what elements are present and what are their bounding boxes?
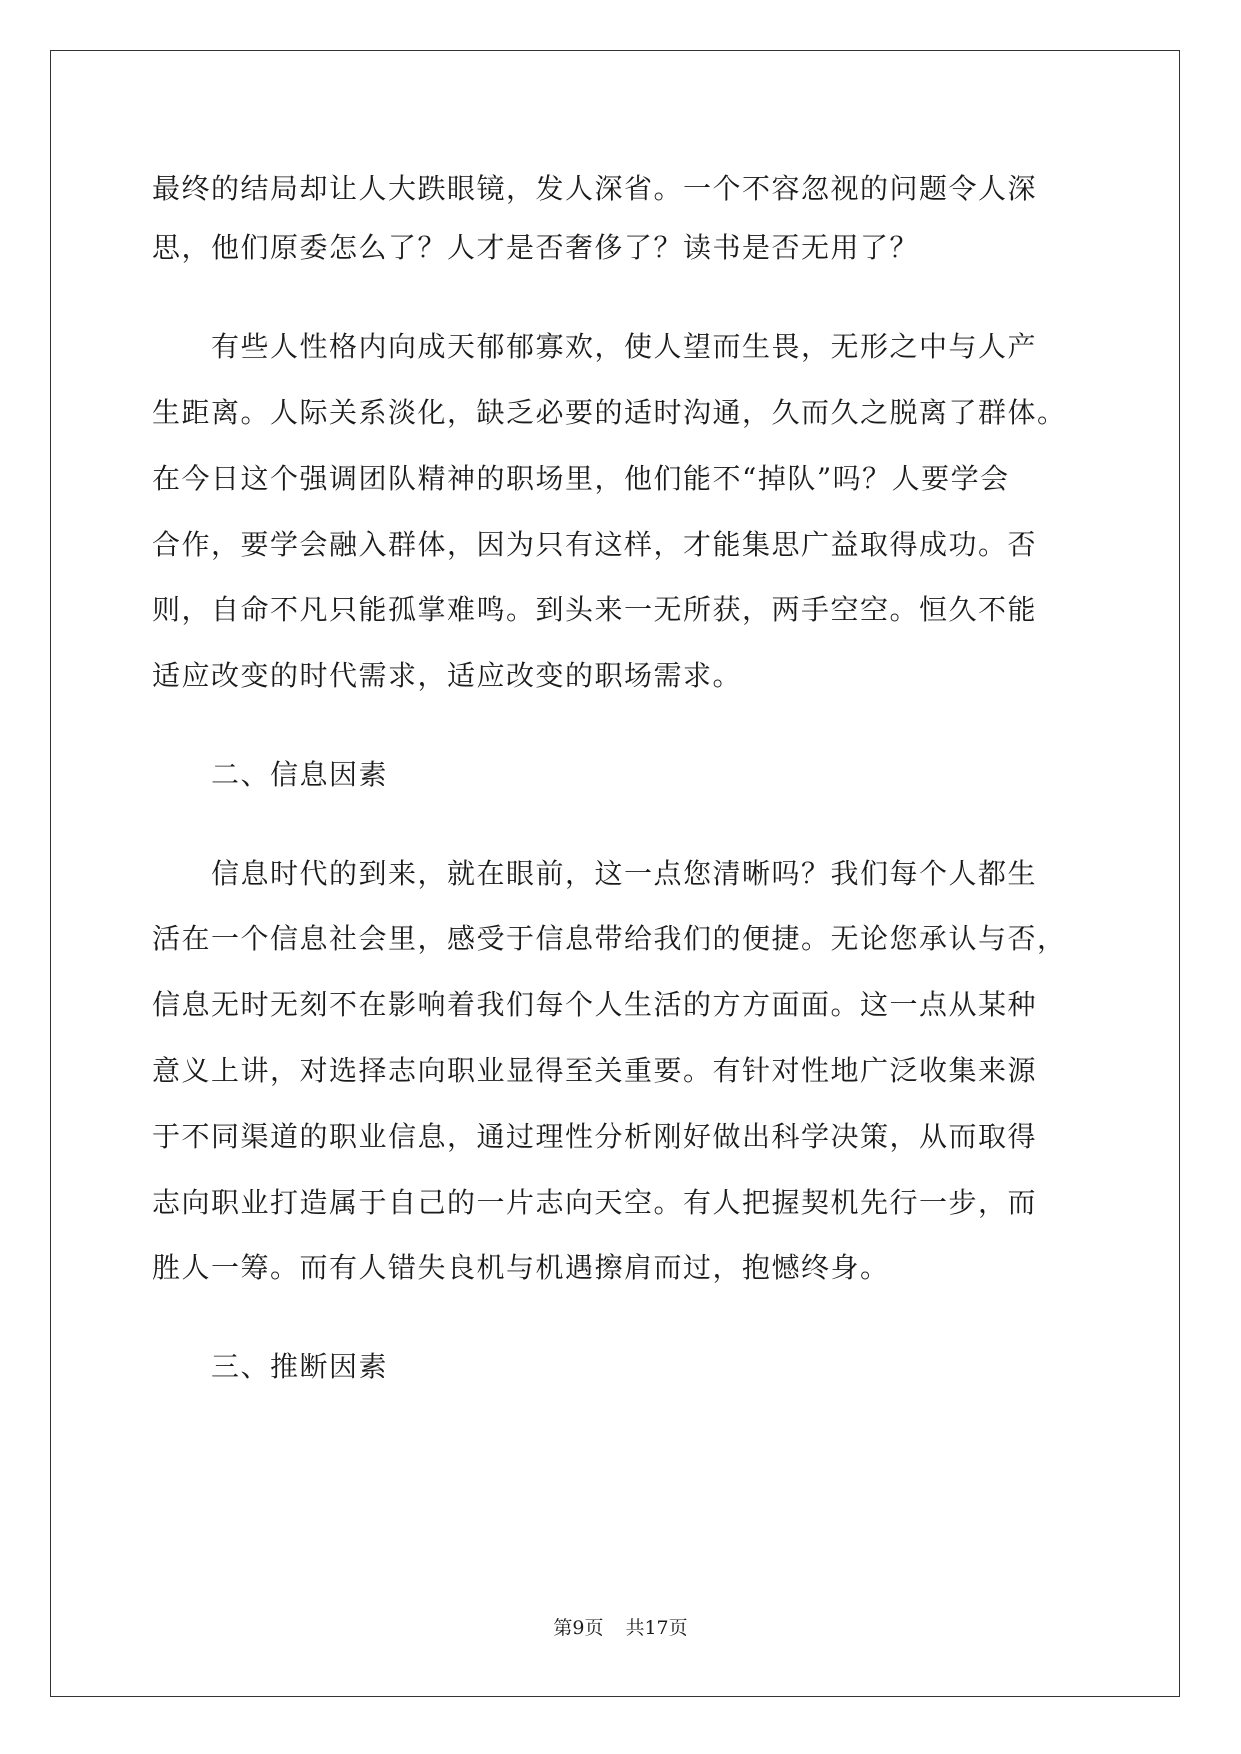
- section-heading-3: 三、推断因素: [152, 1350, 389, 1383]
- text-line-13: 意义上讲，对选择志向职业显得至关重要。有针对性地广泛收集来源: [152, 1054, 1038, 1087]
- text-line-6: 合作，要学会融入群体，因为只有这样，才能集思广益取得成功。否: [152, 528, 1038, 561]
- text-line-2: 思，他们原委怎么了？人才是否奢侈了？读书是否无用了？: [152, 231, 920, 264]
- text-line-5: 在今日这个强调团队精神的职场里，他们能不“掉队”吗？人要学会: [152, 462, 1010, 495]
- section-heading-2: 二、信息因素: [152, 758, 389, 791]
- page-number: 第9页: [553, 1617, 604, 1639]
- page-total: 共17页: [625, 1617, 688, 1639]
- text-line-12: 信息无时无刻不在影响着我们每个人生活的方方面面。这一点从某种: [152, 988, 1038, 1021]
- page-footer: [0, 1616, 1241, 1640]
- text-line-10: 信息时代的到来，就在眼前，这一点您清晰吗？我们每个人都生: [152, 857, 1038, 890]
- text-line-14: 于不同渠道的职业信息，通过理性分析刚好做出科学决策，从而取得: [152, 1120, 1038, 1153]
- text-line-15: 志向职业打造属于自己的一片志向天空。有人把握契机先行一步，而: [152, 1186, 1038, 1219]
- text-line-1: 最终的结局却让人大跌眼镜，发人深省。一个不容忽视的问题令人深: [152, 172, 1038, 205]
- text-line-16: 胜人一筹。而有人错失良机与机遇擦肩而过，抱憾终身。: [152, 1251, 890, 1284]
- text-line-7: 则，自命不凡只能孤掌难鸣。到头来一无所获，两手空空。恒久不能: [152, 593, 1038, 626]
- text-line-3: 有些人性格内向成天郁郁寡欢，使人望而生畏，无形之中与人产: [152, 330, 1038, 363]
- text-line-11: 活在一个信息社会里，感受于信息带给我们的便捷。无论您承认与否，: [152, 922, 1067, 955]
- text-line-8: 适应改变的时代需求，适应改变的职场需求。: [152, 659, 743, 692]
- text-line-4: 生距离。人际关系淡化，缺乏必要的适时沟通，久而久之脱离了群体。: [152, 396, 1067, 429]
